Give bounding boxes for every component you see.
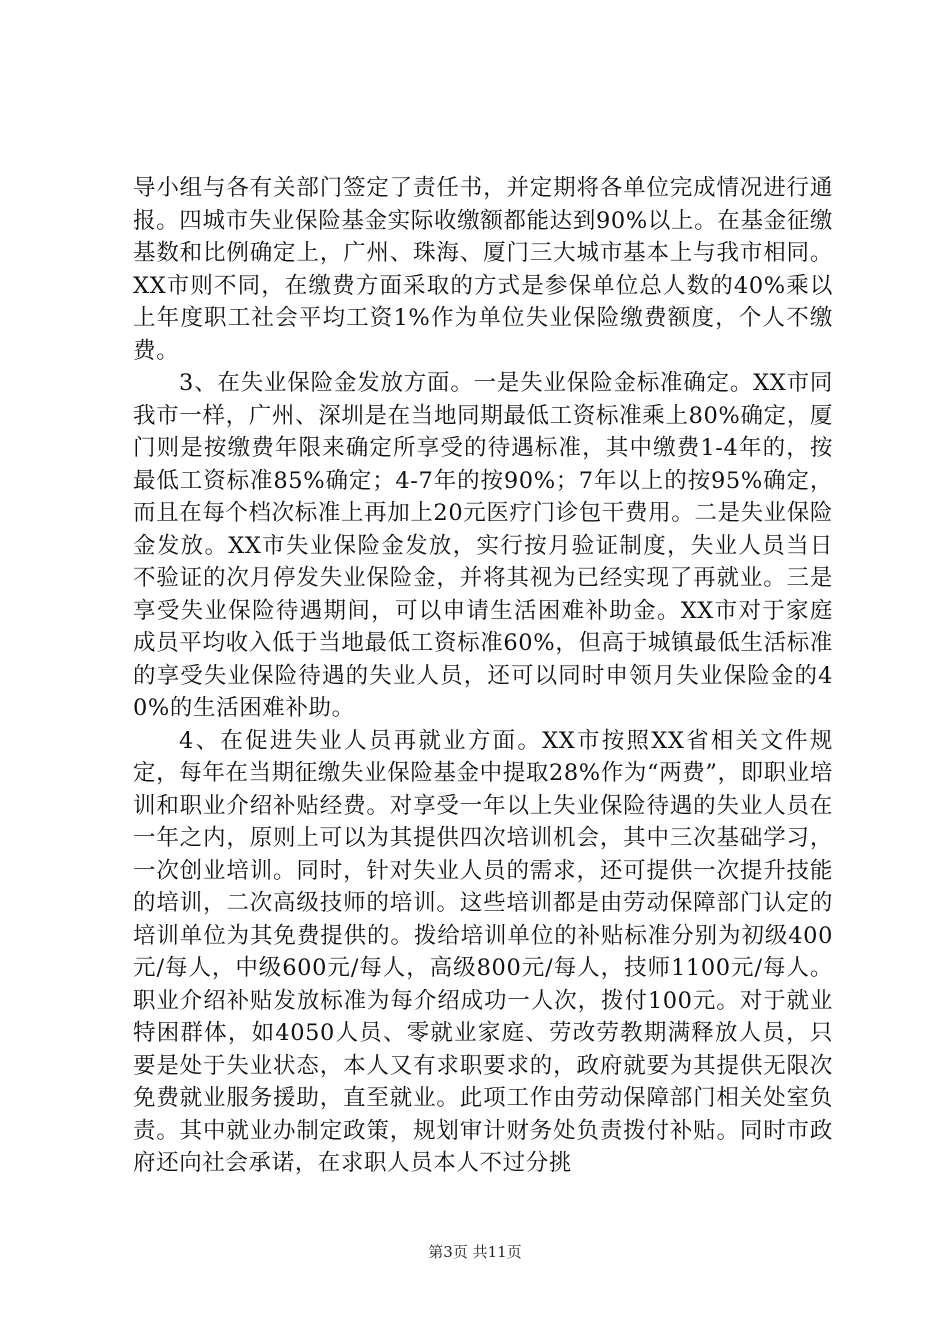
document-body — [133, 172, 833, 1180]
paragraph-2: 3、在失业保险金发放方面。一是失业保险金标准确定。XX市同我市一样，广州、深圳是在当地同期最低工资标准乘上80%确定，厦门则是按缴费年限来确定所享受的待遇标准，其中缴费1-4年的，按最低工资标准85%确定；4-7年的按90%；7年以上的按95%确定，而且在每个档次标准上再加上20元医疗门诊包干费用。二是失业保险金发放。XX市失业保险金发放，实行按月验证制度，失业人员当日不验证的次月停发失业保险金，并将其视为已经实现了再就业。三是享受失业保险待遇期间，可以申请生活困难补助金。XX市对于家庭成员平均收入低于当地最低工资标准60%，但高于城镇最低生活标准的享受失业保险待遇的失业人员，还可以同时申领月失业保险金的40%的生活困难补助。 — [133, 370, 833, 721]
paragraph-3: 4、在促进失业人员再就业方面。XX市按照XX省相关文件规定，每年在当期征缴失业保险基金中提取28%作为“两费”，即职业培训和职业介绍补贴经费。对享受一年以上失业保险待遇的失业人员在一年之内，原则上可以为其提供四次培训机会，其中三次基础学习，一次创业培训。同时，针对失业人员的需求，还可提供一次提升技能的培训，二次高级技师的培训。这些培训都是由劳动保障部门认定的培训单位为其免费提供的。拨给培训单位的补贴标准分别为初级400元/每人，中级600元/每人，高级800元/每人，技师1100元/每人。职业介绍补贴发放标准为每介绍成功一人次，拨付100元。对于就业特困群体，如4050人员、零就业家庭、劳改劳教期满释放人员，只要是处于失业状态，本人又有求职要求的，政府就要为其提供无限次免费就业服务援助，直至就业。此项工作由劳动保障部门相关处室负责。其中就业办制定政策，规划审计财务处负责拨付补贴。同时市政府还向社会承诺，在求职人员本人不过分挑 — [133, 727, 833, 1176]
page-number-label: 第3页 共11页 — [428, 1243, 522, 1261]
page-footer — [0, 1242, 950, 1262]
paragraph-1: 导小组与各有关部门签定了责任书，并定期将各单位完成情况进行通报。四城市失业保险基金实际收缴额都能达到90%以上。在基金征缴基数和比例确定上，广州、珠海、厦门三大城市基本上与我市相同。XX市则不同，在缴费方面采取的方式是参保单位总人数的40%乘以上年度职工社会平均工资1%作为单位失业保险缴费额度，个人不缴费。 — [133, 175, 833, 364]
